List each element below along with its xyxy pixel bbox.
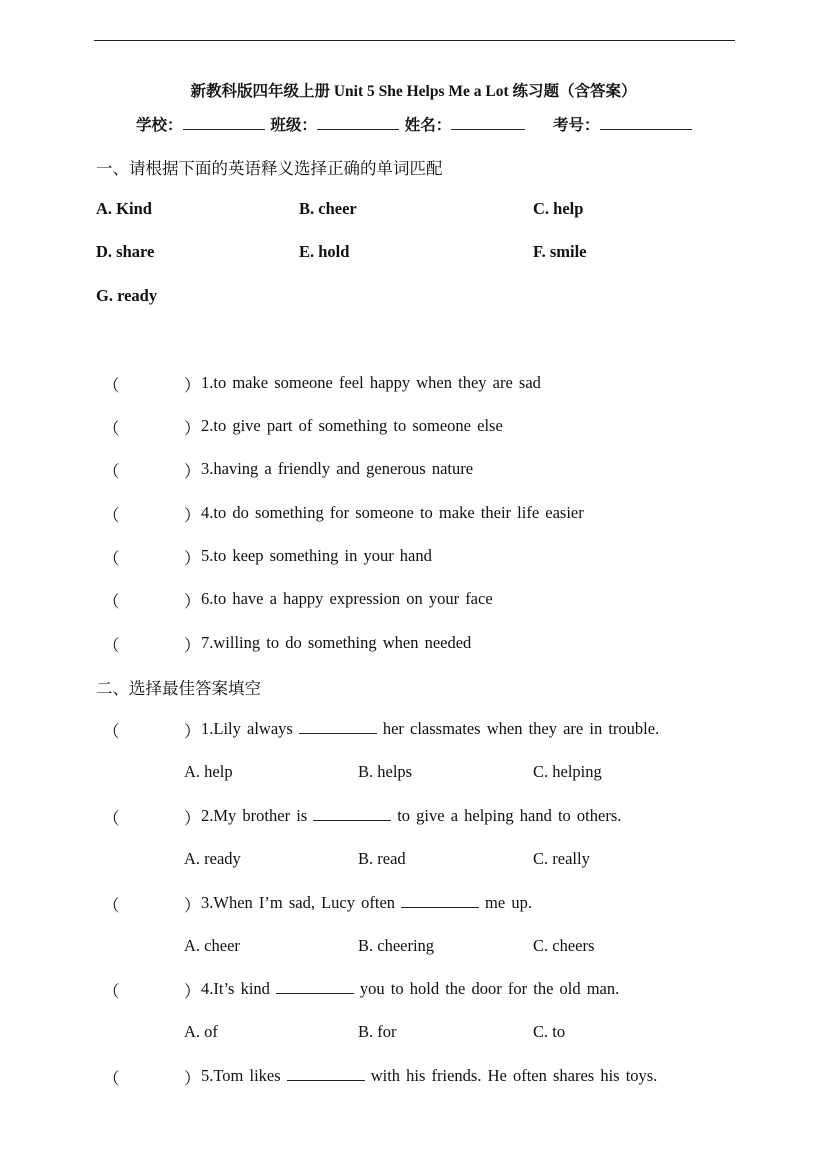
class-blank[interactable] <box>317 113 399 130</box>
choice-b[interactable]: B. helps <box>358 762 413 781</box>
question-text <box>201 1066 657 1086</box>
option-b: B. cheer <box>299 199 357 218</box>
question-text-before: 2.My brother is <box>201 806 308 825</box>
question-text-before: 3.When I’m sad, Lucy often <box>201 893 396 912</box>
school-label: 学校： <box>136 117 183 134</box>
school-blank[interactable] <box>183 113 265 130</box>
choice-b[interactable]: B. cheering <box>358 936 435 955</box>
question-text: 2.to give part of something to someone else <box>201 416 503 435</box>
choice-c[interactable]: C. helping <box>533 762 602 781</box>
answer-paren-open[interactable]: （ <box>103 809 120 828</box>
option-a: A. Kind <box>96 199 152 218</box>
answer-paren-close: ） <box>184 636 201 655</box>
answer-paren-open[interactable]: （ <box>103 722 120 741</box>
choice-a[interactable]: A. of <box>184 1022 218 1041</box>
answer-blank[interactable] <box>276 979 354 994</box>
question-text-before: 4.It’s kind <box>201 979 270 998</box>
option-c: C. help <box>533 199 584 218</box>
choice-c[interactable]: C. cheers <box>533 936 595 955</box>
answer-paren-open[interactable]: （ <box>103 549 120 568</box>
answer-paren-open[interactable]: （ <box>103 982 120 1001</box>
question-text <box>201 806 621 826</box>
question-text-after: her classmates when they are in trouble. <box>382 719 660 738</box>
question-text-after: with his friends. He often shares his toys. <box>370 1066 658 1085</box>
choice-a[interactable]: A. cheer <box>184 936 240 955</box>
answer-paren-close: ） <box>184 462 201 481</box>
choice-a[interactable]: A. ready <box>184 849 241 868</box>
answer-paren-close: ） <box>184 982 201 1001</box>
option-d: D. share <box>96 242 155 261</box>
option-e: E. hold <box>299 242 350 261</box>
question-text-before: 1.Lily always <box>201 719 293 738</box>
choice-b[interactable]: B. for <box>358 1022 397 1041</box>
answer-blank[interactable] <box>287 1066 365 1081</box>
class-label: 班级： <box>270 117 317 134</box>
choice-c[interactable]: C. really <box>533 849 590 868</box>
answer-paren-close: ） <box>184 419 201 438</box>
question-text-before: 5.Tom likes <box>201 1066 281 1085</box>
name-blank[interactable] <box>451 113 525 130</box>
answer-paren-open[interactable]: （ <box>103 376 120 395</box>
question-text: 7.willing to do something when needed <box>201 633 472 652</box>
question-text <box>201 979 619 999</box>
question-text <box>201 719 659 739</box>
answer-paren-open[interactable]: （ <box>103 592 120 611</box>
choice-c[interactable]: C. to <box>533 1022 566 1041</box>
option-f: F. smile <box>533 242 587 261</box>
answer-paren-open[interactable]: （ <box>103 1069 120 1088</box>
section1-heading: 一、请根据下面的英语释义选择正确的单词匹配 <box>96 159 443 178</box>
question-text <box>201 893 532 913</box>
answer-paren-close: ） <box>184 592 201 611</box>
answer-blank[interactable] <box>313 806 391 821</box>
exam-no-label: 考号： <box>553 117 600 134</box>
answer-paren-close: ） <box>184 809 201 828</box>
choice-a[interactable]: A. help <box>184 762 233 781</box>
answer-blank[interactable] <box>299 719 377 734</box>
choice-b[interactable]: B. read <box>358 849 406 868</box>
answer-paren-open[interactable]: （ <box>103 896 120 915</box>
answer-paren-close: ） <box>184 722 201 741</box>
page-title: 新教科版四年级上册 Unit 5 She Helps Me a Lot 练习题（含答案） <box>190 83 637 100</box>
answer-paren-close: ） <box>184 506 201 525</box>
answer-paren-close: ） <box>184 376 201 395</box>
question-text: 5.to keep something in your hand <box>201 546 432 565</box>
student-info-row <box>136 113 694 135</box>
question-text-after: to give a helping hand to others. <box>397 806 622 825</box>
answer-paren-open[interactable]: （ <box>103 506 120 525</box>
answer-paren-open[interactable]: （ <box>103 636 120 655</box>
exam-no-blank[interactable] <box>600 113 692 130</box>
name-label: 姓名： <box>404 117 452 134</box>
answer-paren-close: ） <box>184 896 201 915</box>
answer-paren-open[interactable]: （ <box>103 419 120 438</box>
question-text: 3.having a friendly and generous nature <box>201 459 474 478</box>
answer-paren-open[interactable]: （ <box>103 462 120 481</box>
option-g: G. ready <box>96 286 158 305</box>
section2-heading: 二、选择最佳答案填空 <box>96 679 261 698</box>
question-text: 6.to have a happy expression on your face <box>201 589 493 608</box>
answer-paren-close: ） <box>184 1069 201 1088</box>
answer-paren-close: ） <box>184 549 201 568</box>
question-text: 4.to do something for someone to make their life easier <box>201 503 584 522</box>
top-rule <box>94 40 735 41</box>
question-text-after: you to hold the door for the old man. <box>359 979 620 998</box>
answer-blank[interactable] <box>401 893 479 908</box>
question-text: 1.to make someone feel happy when they are sad <box>201 373 541 392</box>
question-text-after: me up. <box>485 893 532 912</box>
